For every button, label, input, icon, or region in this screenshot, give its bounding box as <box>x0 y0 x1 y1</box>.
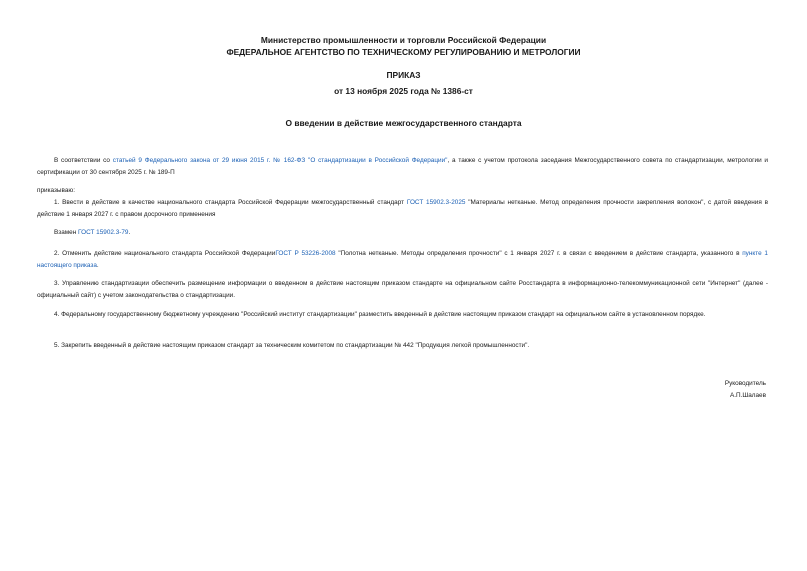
item-1-paragraph <box>37 197 768 220</box>
item-1-text-2: "Материалы нетканые. Метод определения прочности закрепления волокон", с датой введения в действие 1 января 2027 г. с правом досрочного применения <box>37 199 769 218</box>
instead-text-1: Взамен <box>54 229 78 236</box>
gost-15902-3-79-link[interactable]: ГОСТ 15902.3-79 <box>78 229 129 236</box>
document-type: ПРИКАЗ <box>386 70 421 80</box>
gost-r-53226-2008-link[interactable]: ГОСТ Р 53226-2008 <box>275 250 336 257</box>
law-article-link[interactable]: статьей 9 Федерального закона от 29 июня 2015 г. № 162-ФЗ "О стандартизации в Российской Федерации" <box>112 157 448 164</box>
date-number: от 13 ноября 2025 года № 1386-ст <box>334 86 473 96</box>
agency-heading: ФЕДЕРАЛЬНОЕ АГЕНТСТВО ПО ТЕХНИЧЕСКОМУ РЕГУЛИРОВАНИЮ И МЕТРОЛОГИИ <box>226 47 581 57</box>
preamble-text-1: В соответствии со <box>54 157 113 164</box>
item-4-paragraph: 4. Федеральному государственному бюджетному учреждению "Российский институт стандартизации" разместить введенный в действие настоящим приказом стандарт на официальном сайте в установленном порядке. <box>54 311 706 318</box>
order-word: приказываю: <box>37 187 75 194</box>
item-2-text-2: "Полотна нетканые. Методы определения прочности" с 1 января 2027 г. в связи с введением в действие стандарта, указанного в <box>335 250 743 257</box>
preamble-paragraph <box>37 155 768 178</box>
signature-name: А.П.Шалаев <box>729 392 766 399</box>
item-5-paragraph: 5. Закрепить введенный в действие настоящим приказом стандарт за техническим комитетом по стандартизации № 442 "Продукция легкой промышленности". <box>54 342 530 349</box>
signature-role: Руководитель <box>724 380 766 387</box>
instead-text-2: . <box>128 229 131 236</box>
ministry-heading: Министерство промышленности и торговли Российской Федерации <box>260 35 547 45</box>
preamble-text-2: , а также с учетом протокола заседания Межгосударственного совета по стандартизации, метрологии и сертификации от 30 сентября 2025 г. № 189-П <box>37 157 769 176</box>
item-1-text-1: 1. Ввести в действие в качестве национального стандарта Российской Федерации межгосударственный стандарт <box>54 199 407 206</box>
item-2-paragraph <box>37 248 768 271</box>
item-1-reference-link[interactable]: пункте 1 настоящего приказа <box>37 250 768 269</box>
item-2-text-1: 2. Отменить действие национального стандарта Российской Федерации <box>54 250 276 257</box>
instead-paragraph <box>37 227 768 239</box>
item-2-text-3: . <box>96 261 99 269</box>
document-title: О введении в действие межгосударственного стандарта <box>285 118 522 128</box>
item-3-paragraph: 3. Управлению стандартизации обеспечить размещение информации о введенном в действие настоящим приказом стандарте на официальном сайте Росстандарта в информационно-телекоммуникационной сети "Интернет" (далее - официальный сайт) с учетом законодательства о стандартизации. <box>37 280 768 299</box>
gost-15902-3-2025-link[interactable]: ГОСТ 15902.3-2025 <box>406 199 466 206</box>
